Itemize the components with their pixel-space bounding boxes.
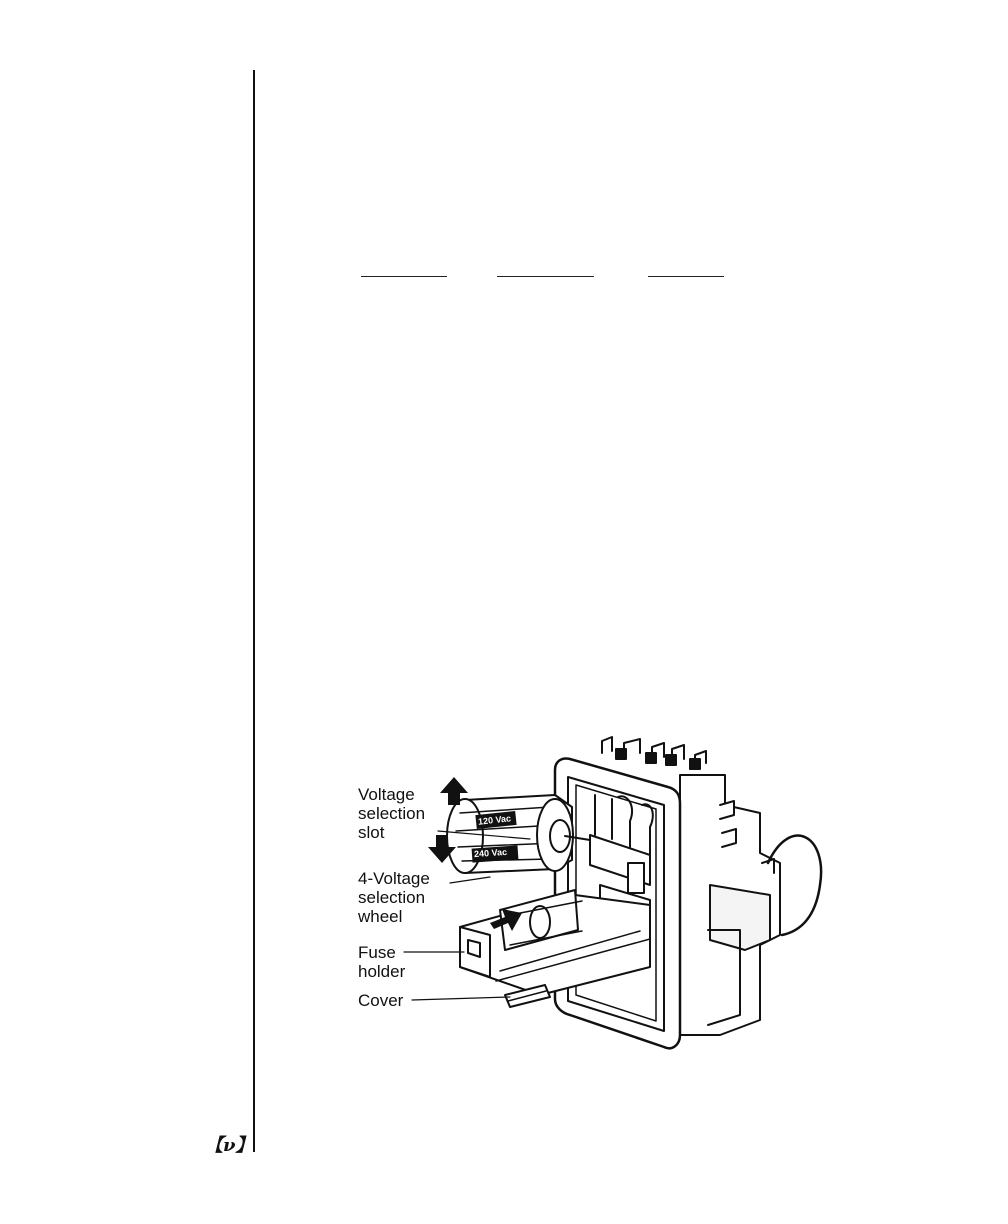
callout-fuse-holder: Fuse holder — [358, 943, 406, 981]
callout-cover: Cover — [358, 991, 404, 1010]
wheel-label-240: 240 Vac — [473, 846, 508, 860]
power-entry-module-figure — [350, 735, 830, 1075]
fill-in-line-2 — [497, 276, 594, 277]
callout-voltage-selection-wheel: 4-Voltage selection wheel — [358, 869, 430, 926]
wheel-label-120: 120 Vac — [477, 813, 512, 827]
callout-voltage-selection-slot: Voltage selection slot — [358, 785, 426, 842]
margin-rule — [253, 70, 255, 1152]
page-mark: 【ν】 — [205, 1135, 254, 1156]
fill-in-line-1 — [361, 276, 447, 277]
fill-in-line-3 — [648, 276, 724, 277]
